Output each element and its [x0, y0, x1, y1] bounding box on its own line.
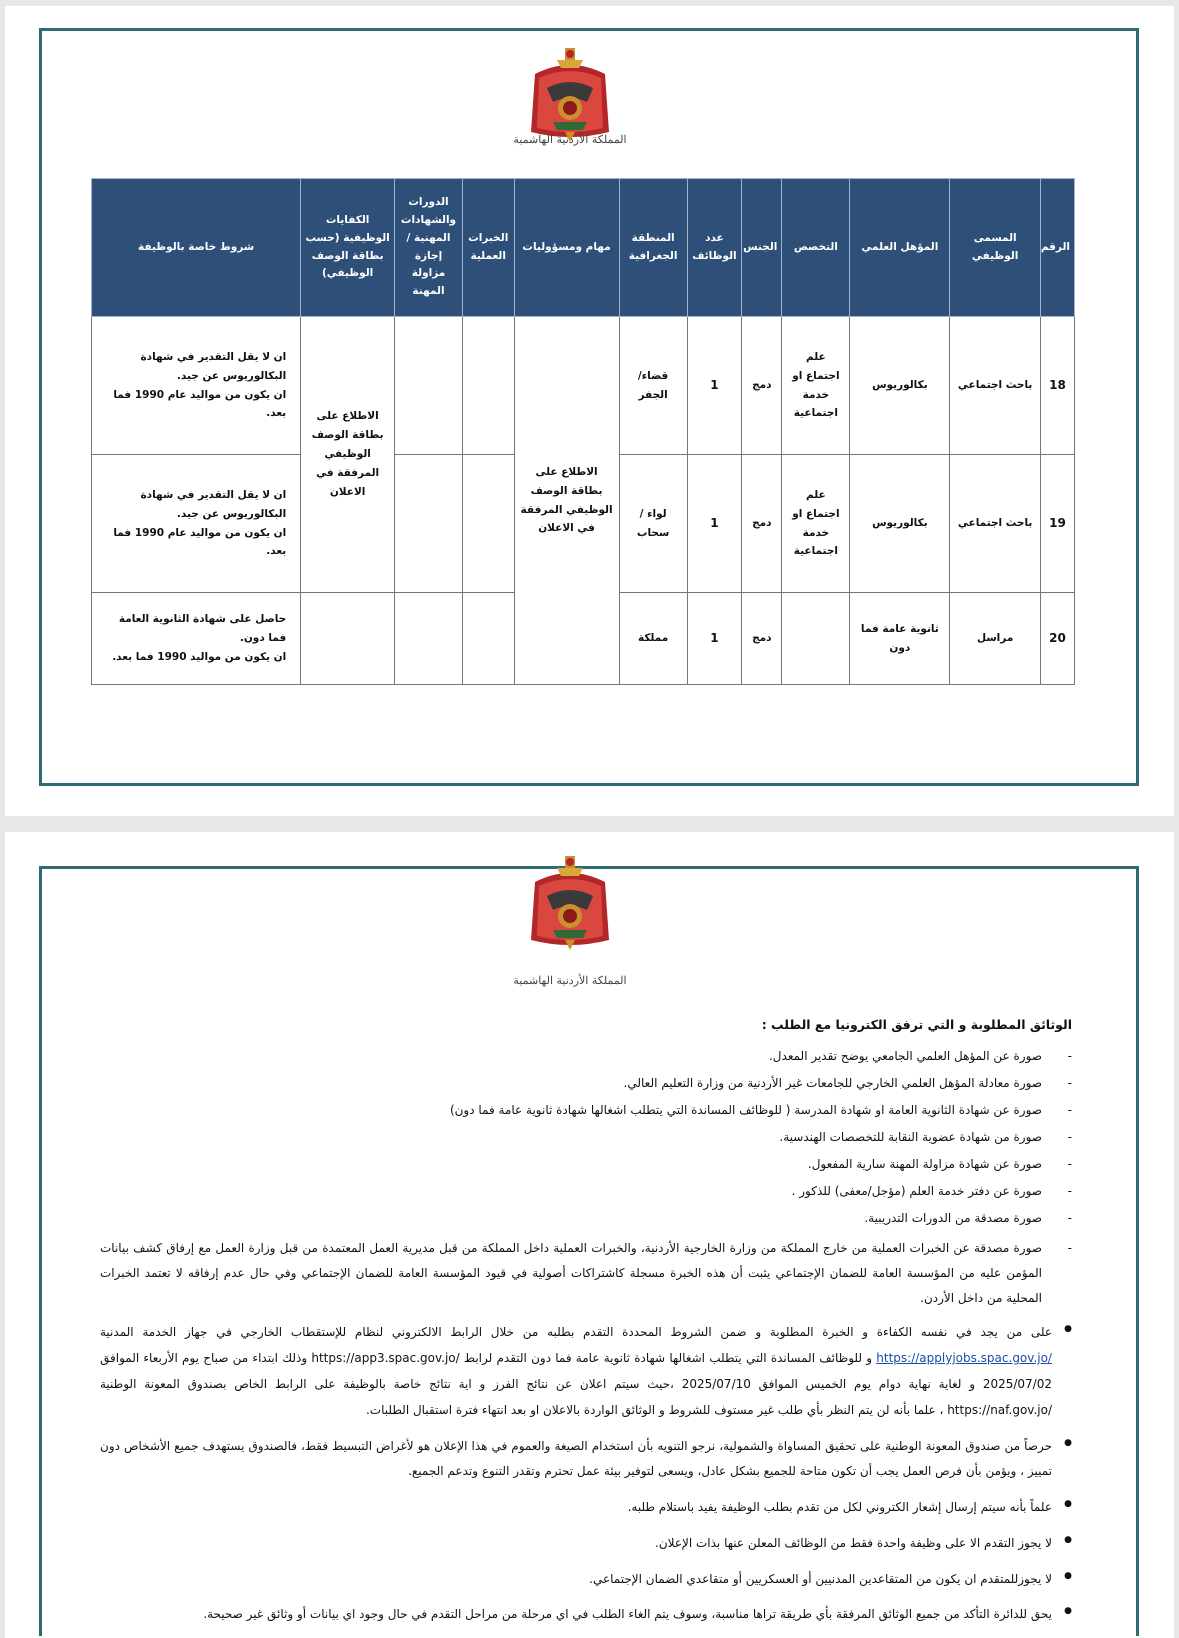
condition-line: ان يكون من مواليد عام 1990 فما بعد. [113, 388, 287, 420]
applyjobs-link[interactable]: https://applyjobs.spac.gov.jo/ [876, 1351, 1052, 1366]
jobs-table [91, 178, 1075, 685]
cell-specialization [782, 593, 850, 685]
list-item: - صورة من شهادة عضوية النقابة للتخصصات الهندسية. [100, 1128, 1072, 1146]
header-num: الرقم [1041, 179, 1075, 317]
list-item: - صورة عن دفتر خدمة العلم (مؤجل/معفى) للذكور . [100, 1182, 1072, 1200]
header-region: المنطقة الجغرافية [619, 179, 687, 317]
cell-experience [463, 455, 515, 593]
condition-line: ان لا يقل التقدير في شهادة البكالوريوس عن جيد. [140, 488, 287, 520]
header-count: عدد الوظائف [687, 179, 742, 317]
cell-courses [395, 455, 463, 593]
list-item: - صورة مصدقة من الدورات التدريبية. [100, 1209, 1072, 1227]
cell-region: مملكة [619, 593, 687, 685]
documents-title: الوثائق المطلوبة و التي ترفق الكترونيا مع الطلب : [761, 1017, 1072, 1032]
required-documents-section [100, 1016, 1072, 1638]
header-qualification: المؤهل العلمي [850, 179, 950, 317]
cell-num: 19 [1041, 455, 1075, 593]
cell-tasks-merged: الاطلاع على بطاقة الوصف الوظيفي المرفقة في الاعلان [514, 317, 619, 685]
cell-gender: دمج [742, 455, 782, 593]
cell-qualification: ثانوية عامة فما دون [850, 593, 950, 685]
cell-count: 1 [687, 593, 742, 685]
emblem-caption: المملكة الأردنية الهاشمية [513, 133, 627, 146]
cell-num: 20 [1041, 593, 1075, 685]
cell-courses [395, 593, 463, 685]
note-retirees: ● لا يجوزللمتقدم ان يكون من المتقاعدين المدنيين أو العسكريين أو متقاعدي الضمان الإجتماعي. [100, 1567, 1072, 1593]
app3-link[interactable]: https://app3.spac.gov.jo/ [311, 1351, 460, 1366]
list-item: - صورة عن شهادة مزاولة المهنة سارية المفعول. [100, 1155, 1072, 1173]
table-row [92, 317, 1075, 455]
notes-list [100, 1320, 1072, 1628]
cell-count: 1 [687, 455, 742, 593]
cell-competencies [301, 593, 395, 685]
cell-title: باحث اجتماعي [950, 317, 1041, 455]
cell-conditions [92, 455, 301, 593]
documents-list [100, 1047, 1072, 1312]
header-conditions: شروط خاصة بالوظيفة [92, 179, 301, 317]
header-gender: الجنس [742, 179, 782, 317]
naf-link[interactable]: https://naf.gov.jo/ [947, 1402, 1052, 1417]
cell-competencies-merged: الاطلاع على بطاقة الوصف الوظيفي المرفقة في الاعلان [301, 317, 395, 593]
cell-title: مراسل [950, 593, 1041, 685]
header-specialization: التخصص [782, 179, 850, 317]
condition-line: حاصل على شهادة الثانوية العامة فما دون. [118, 613, 287, 645]
table-header-row [92, 179, 1075, 317]
note-apply: ● على من يجد في نفسه الكفاءة و الخبرة المطلوبة و ضمن الشروط المحددة التقدم بطلبه من خلال الرابط الالكتروني لنظام للإستقطاب الخارجي في جهاز الخدمة المدنية https://applyjobs.spac.gov.jo/ و للوظائف المساندة التي يتطلب اشغالها شهادة ثانوية عامة فما دون التقدم لرابط https://app3.spac.gov.jo/ وذلك ابتداء من صباح يوم الأربعاء الموافق 2025/07/02 و لغاية نهاية دوام يوم الخميس الموافق 2025/07/10 ،حيث سيتم اعلان عن نتائج الفرز و اية نتائج خاصة بالوظيفة على الرابط الخاص بصندوق المعونة الوطنية https://naf.gov.jo/ ، علما بأنه لن يتم النظر بأي طلب غير مستوف للشروط و الوثائق الواردة بالاعلان او بعد انتهاء فترة استقبال الطلبات. [100, 1320, 1072, 1423]
cell-conditions [92, 317, 301, 455]
note-verify: ● يحق للدائرة التأكد من جميع الوثائق المرفقة بأي طريقة تراها مناسبة، وسوف يتم الغاء الطلب في اي مرحلة من مراحل التقدم في حال وجود اي بيانات أو وثائق غير صحيحة. [100, 1602, 1072, 1628]
cell-region: قضاء/الجفر [619, 317, 687, 455]
cell-specialization: علم اجتماع او خدمة اجتماعية [782, 317, 850, 455]
cell-specialization: علم اجتماع او خدمة اجتماعية [782, 455, 850, 593]
cell-region: لواء / سحاب [619, 455, 687, 593]
note-equality: ● حرصاً من صندوق المعونة الوطنية على تحقيق المساواة والشمولية، نرجو التنويه بأن استخدام الصيغة والعموم في هذا الإعلان هو لأغراض التبسيط فقط، فالصندوق يستهدف جميع الأشخاص دون تمييز ، ويؤمن بأن فرص العمل يجب أن تكون متاحة للجميع بشكل عادل، ويسعى لتوفير بيئة عمل تحترم وتقدر التنوع وتدعم الجميع. [100, 1434, 1072, 1486]
condition-line: ان يكون من مواليد عام 1990 فما بعد. [113, 526, 287, 558]
header-tasks: مهام ومسؤوليات [514, 179, 619, 317]
cell-title: باحث اجتماعي [950, 455, 1041, 593]
header-courses: الدورات والشهادات المهنية /إجازة مزاولة المهنة [395, 179, 463, 317]
cell-qualification: بكالوريوس [850, 455, 950, 593]
cell-courses [395, 317, 463, 455]
header-experience: الخبرات العملية [463, 179, 515, 317]
list-item: - صورة عن المؤهل العلمي الجامعي يوضح تقدير المعدل. [100, 1047, 1072, 1065]
cell-qualification: بكالوريوس [850, 317, 950, 455]
note-one-job: ● لا يجوز التقدم الا على وظيفة واحدة فقط من الوظائف المعلن عنها بذات الإعلان. [100, 1531, 1072, 1557]
emblem-caption: المملكة الأردنية الهاشمية [513, 974, 627, 987]
header-title: المسمى الوظيفي [950, 179, 1041, 317]
condition-line: ان يكون من مواليد 1990 فما بعد. [112, 650, 287, 663]
note-notification: ● علماً بأنه سيتم إرسال إشعار الكتروني لكل من تقدم بطلب الوظيفة يفيد باستلام طلبه. [100, 1495, 1072, 1521]
list-item: - صورة معادلة المؤهل العلمي الخارجي للجامعات غير الأردنية من وزارة التعليم العالي. [100, 1074, 1072, 1092]
header-competencies: الكفايات الوظيفية (حسب بطاقة الوصف الوظيفي) [301, 179, 395, 317]
cell-num: 18 [1041, 317, 1075, 455]
jordan-coat-of-arms-icon [525, 46, 615, 146]
jordan-coat-of-arms-icon [525, 854, 615, 954]
list-item: - صورة عن شهادة الثانوية العامة او شهادة المدرسة ( للوظائف المساندة التي يتطلب اشغالها شهادة ثانوية عامة فما دون) [100, 1101, 1072, 1119]
list-item: - صورة مصدقة عن الخبرات العملية من خارج المملكة من وزارة الخارجية الأردنية، والخبرات العملية داخل المملكة من قبل مديرية العمل المعتمدة من قبل وزارة العمل مع إرفاق كشف بيانات المؤمن عليه من المؤسسة العامة للضمان الإجتماعي يثبت أن هذه الخبرة مسجلة كاشتراكات أصولية في قيود المؤسسة العامة للضمان الإجتماعي وفي حال عدم إرفاقه لا تعتمد الخبرات المحلية من داخل الأردن. [100, 1236, 1072, 1312]
cell-conditions [92, 593, 301, 685]
cell-gender: دمج [742, 317, 782, 455]
cell-count: 1 [687, 317, 742, 455]
cell-gender: دمج [742, 593, 782, 685]
condition-line: ان لا يقل التقدير في شهادة البكالوريوس عن جيد. [140, 350, 287, 382]
cell-experience [463, 317, 515, 455]
cell-experience [463, 593, 515, 685]
